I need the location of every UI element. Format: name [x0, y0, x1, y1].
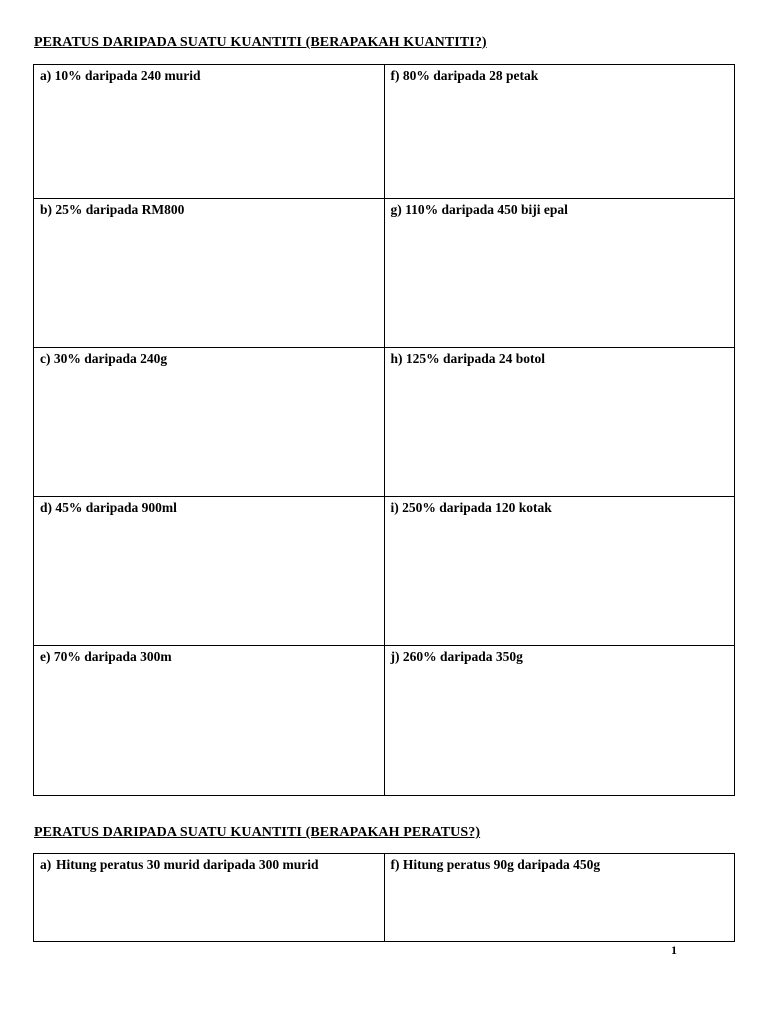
answer-cell[interactable]: [34, 646, 385, 796]
answer-cell[interactable]: [34, 199, 385, 348]
page-number: 1: [671, 943, 677, 957]
table-row: [34, 199, 735, 348]
question-j: j) 260% daripada 350g: [390, 649, 523, 664]
section-2-title: PERATUS DARIPADA SUATU KUANTITI (BERAPAKAH PERATUS?): [34, 825, 481, 840]
question-a: [40, 856, 378, 873]
table-row: [34, 497, 735, 646]
question-d: d) 45% daripada 900ml: [40, 500, 177, 515]
question-b: b) 25% daripada RM800: [40, 202, 185, 217]
percentage-question-table: [33, 853, 735, 942]
question-text: Hitung peratus 30 murid daripada 300 murid: [56, 857, 319, 872]
answer-cell[interactable]: [384, 497, 735, 646]
table-row: [34, 348, 735, 497]
table-row: [34, 854, 735, 942]
question-e: e) 70% daripada 300m: [40, 649, 172, 664]
answer-cell[interactable]: [34, 65, 385, 199]
question-f: f) 80% daripada 28 petak: [390, 68, 539, 83]
quantity-question-table: [33, 64, 735, 796]
answer-cell[interactable]: [384, 348, 735, 497]
section-1-title: PERATUS DARIPADA SUATU KUANTITI (BERAPAKAH KUANTITI?): [34, 35, 487, 50]
answer-cell[interactable]: [384, 199, 735, 348]
question-a: a) 10% daripada 240 murid: [40, 68, 201, 83]
answer-cell[interactable]: [384, 65, 735, 199]
answer-cell[interactable]: [34, 854, 385, 942]
answer-cell[interactable]: [34, 348, 385, 497]
question-i: i) 250% daripada 120 kotak: [390, 500, 552, 515]
question-f: f) Hitung peratus 90g daripada 450g: [390, 857, 601, 872]
question-label: a): [40, 857, 52, 872]
answer-cell[interactable]: [34, 497, 385, 646]
question-c: c) 30% daripada 240g: [40, 351, 168, 366]
table-row: [34, 65, 735, 199]
table-row: [34, 646, 735, 796]
question-g: g) 110% daripada 450 biji epal: [390, 202, 568, 217]
question-h: h) 125% daripada 24 botol: [390, 351, 546, 366]
answer-cell[interactable]: [384, 646, 735, 796]
answer-cell[interactable]: [384, 854, 735, 942]
